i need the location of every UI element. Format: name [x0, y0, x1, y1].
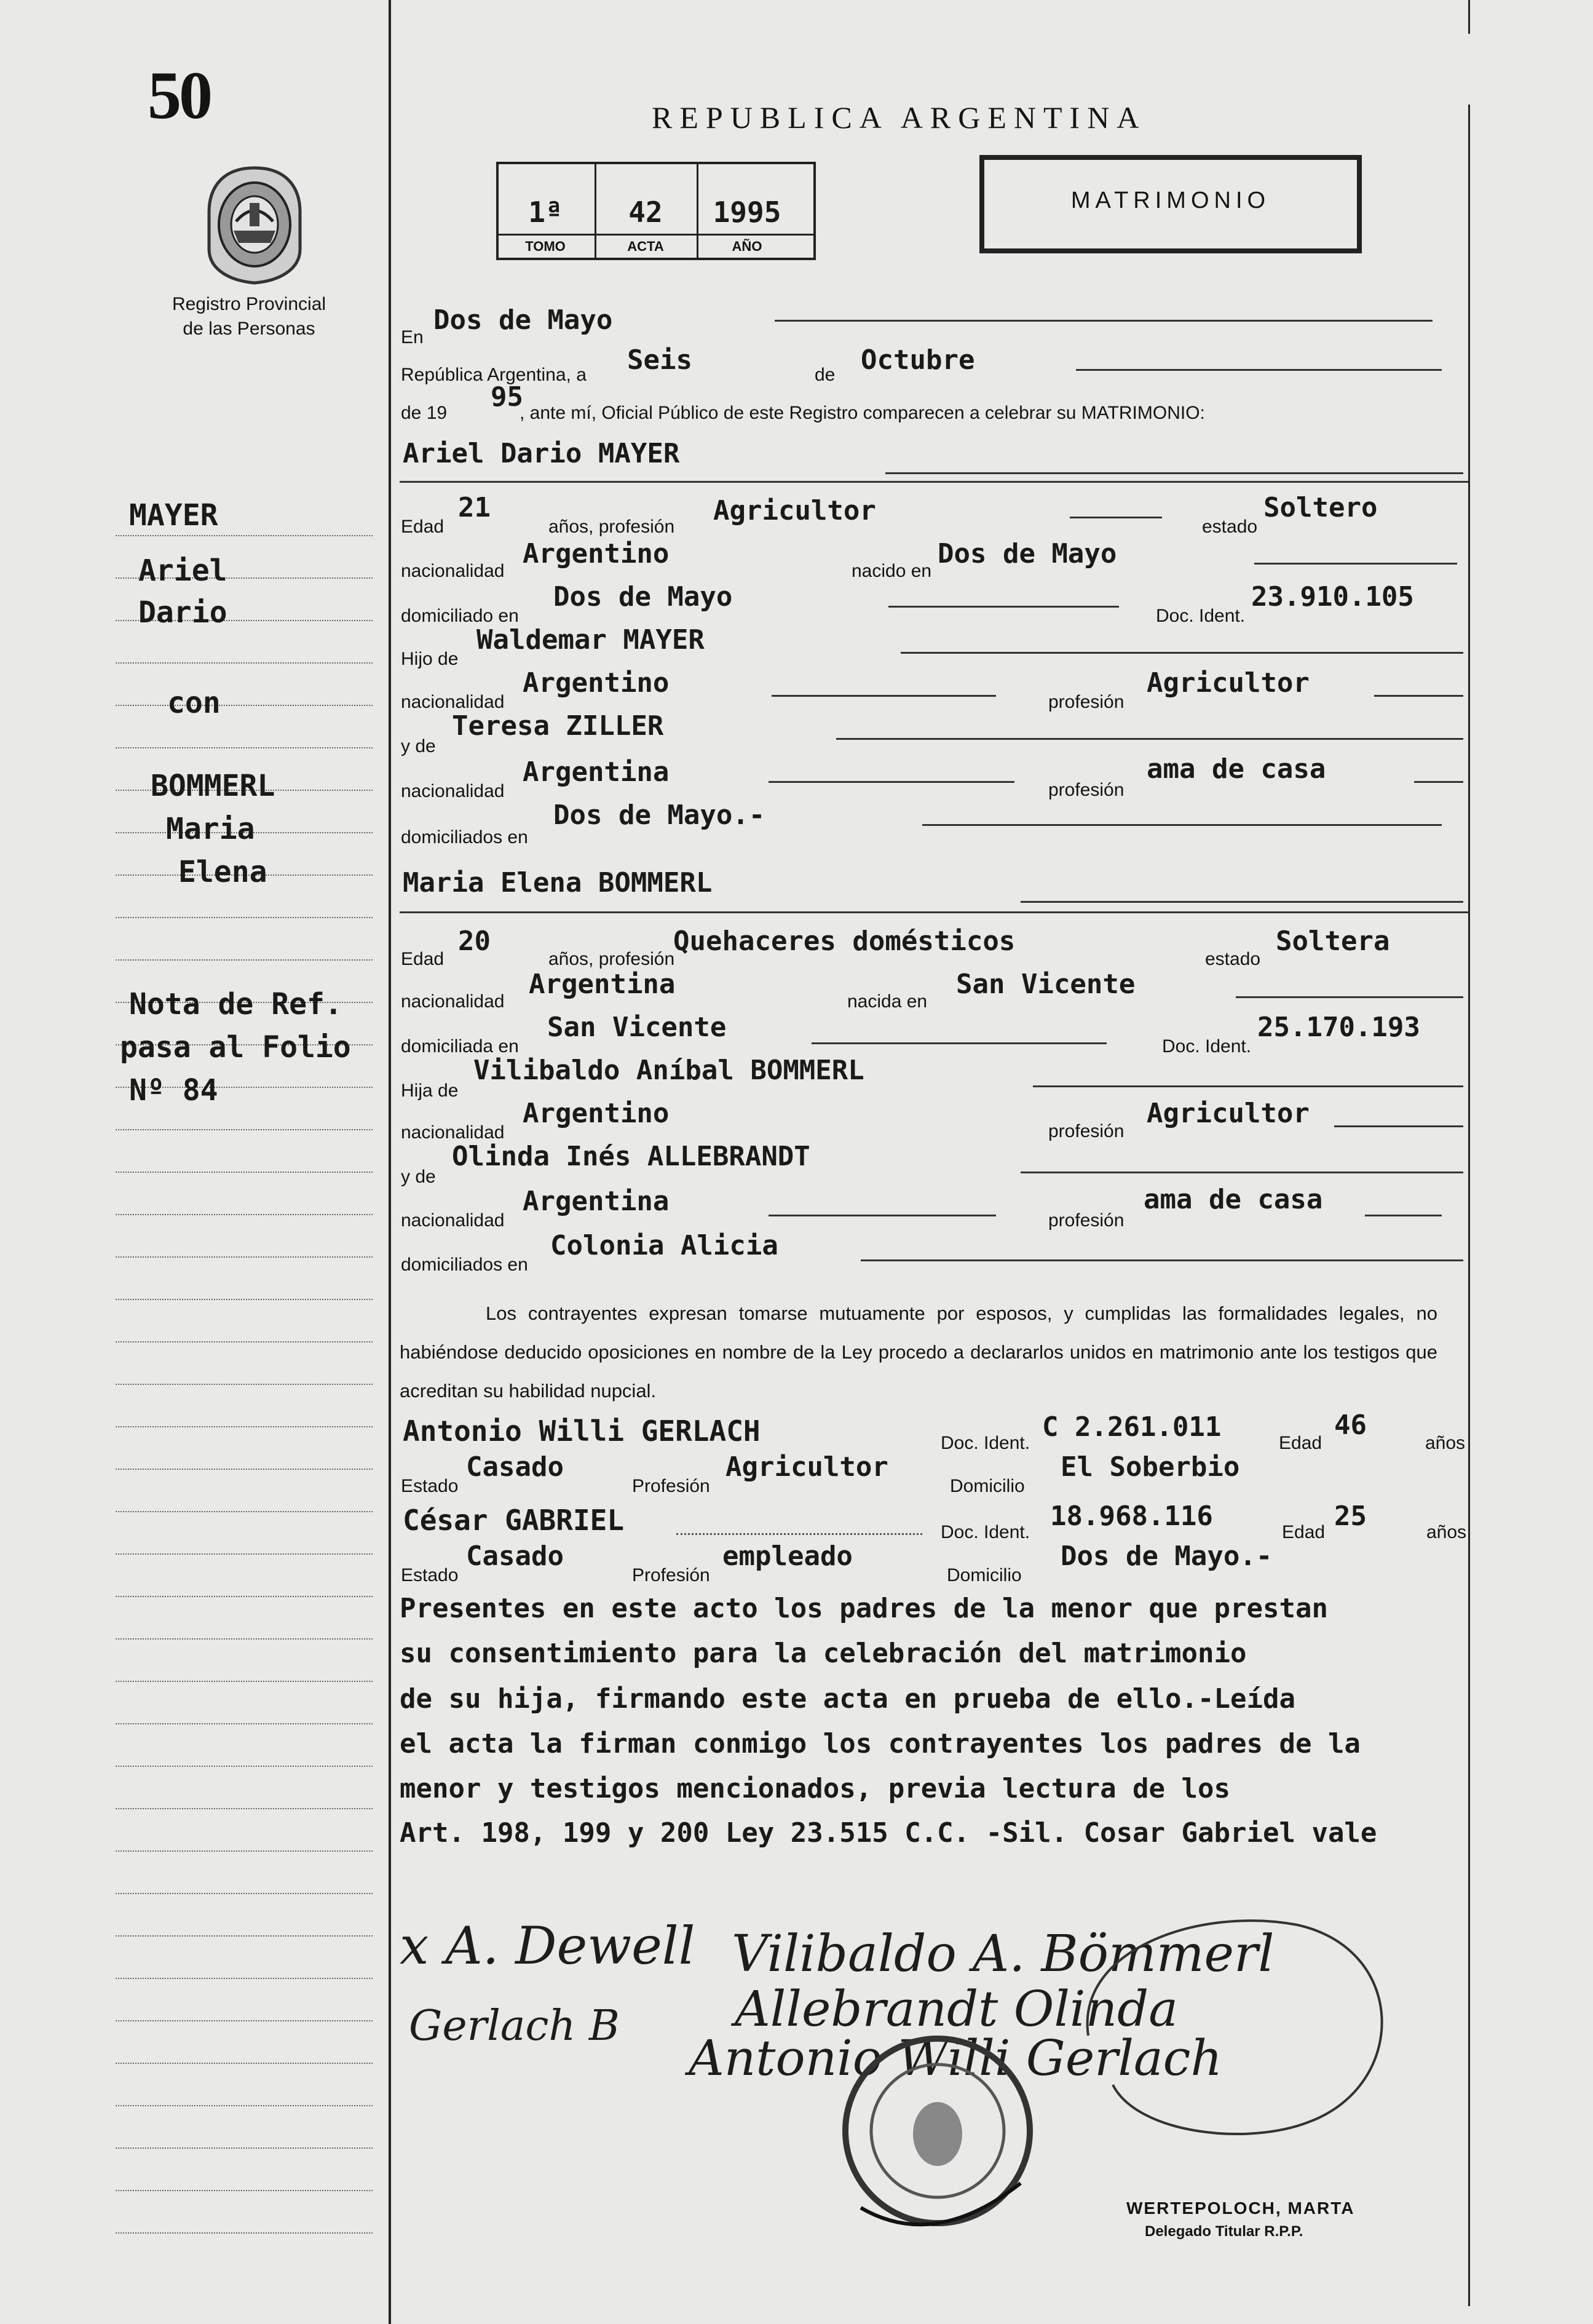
fill-line [1414, 781, 1463, 783]
acta-tomo: 1ª [528, 196, 563, 229]
margin-line [116, 2105, 373, 2106]
margin-line [116, 2232, 373, 2234]
witness1-name: Antonio Willi GERLACH [403, 1414, 761, 1448]
margin-note-2: pasa al Folio [120, 1030, 351, 1065]
margin-note-3: Nº 84 [129, 1073, 218, 1108]
fill-line [1021, 1172, 1463, 1173]
label-edad: Edad [401, 517, 445, 537]
label-en: En [401, 327, 424, 347]
label-domiciliados: domiciliados en [401, 1255, 528, 1275]
bride-estado: Soltera [1276, 926, 1390, 957]
label-profesion: Profesión [632, 1476, 710, 1496]
fill-line [1374, 695, 1463, 697]
margin-line [116, 535, 373, 536]
label-domiciliado: domiciliado en [401, 606, 519, 626]
label-republica: República Argentina, a [401, 365, 587, 385]
fill-line [901, 652, 1463, 654]
label-hija: Hija de [401, 1081, 459, 1101]
bride-father-profession: Agricultor [1147, 1098, 1310, 1129]
margin-first-groom: Ariel [138, 553, 227, 588]
groom-father-nationality: Argentino [523, 667, 670, 699]
label-nacionalidad: nacionalidad [401, 1210, 505, 1231]
witness2-domicile: Dos de Mayo.- [1061, 1541, 1273, 1572]
bride-mother-profession: ama de casa [1144, 1184, 1323, 1215]
signature-3: Vilibaldo A. Bömmerl [732, 1925, 1275, 1983]
label-estado: Estado [401, 1565, 459, 1585]
bride-mother: Olinda Inés ALLEBRANDT [452, 1141, 810, 1172]
observation-line: el acta la firman conmigo los contrayentes los padres de la [400, 1728, 1361, 1759]
label-doc: Doc. Ident. [941, 1433, 1030, 1453]
signature-4: Allebrandt Olinda [735, 1980, 1178, 2037]
bride-nationality: Argentina [529, 969, 676, 1000]
label-anos-profesion: años, profesión [548, 949, 675, 969]
label-hijo: Hijo de [401, 649, 459, 669]
witness2-estado: Casado [466, 1541, 564, 1572]
witness2-name: César GABRIEL [403, 1504, 625, 1537]
bride-mother-nationality: Argentina [523, 1186, 670, 1217]
bride-domicile: San Vicente [547, 1012, 727, 1043]
witness1-profession: Agricultor [725, 1451, 888, 1483]
signature-5: Antonio Willi Gerlach [689, 2029, 1223, 2087]
observation-line: su consentimiento para la celebración del matrimonio [400, 1638, 1247, 1669]
declaration-text: Los contrayentes expresan tomarse mutuamente por esposos, y cumplidas las formalidades legales, no habiéndose deducido oposiciones en nombre de la Ley procedo a declararlos unidos en matrimonio ante los testigos que acreditan su habilidad nupcial. [400, 1303, 1437, 1402]
margin-line [116, 1511, 373, 1512]
margin-surname-groom: MAYER [129, 498, 218, 533]
fill-line [1076, 369, 1442, 371]
margin-line [116, 1469, 373, 1470]
fill-line [812, 1042, 1107, 1044]
acta-year-label: AÑO [732, 239, 762, 254]
margin-line [116, 662, 373, 664]
margin-line [116, 2063, 373, 2064]
groom-domicile: Dos de Mayo [553, 581, 733, 613]
value-place: Dos de Mayo [433, 304, 613, 336]
acta-year: 1995 [713, 196, 781, 229]
fill-line [769, 781, 1014, 783]
groom-name: Ariel Dario MAYER [403, 438, 680, 469]
country-title: REPUBLICA ARGENTINA [652, 100, 1147, 135]
fill-line [922, 824, 1442, 826]
label-domicilio: Domicilio [950, 1476, 1025, 1496]
fill-line [1334, 1125, 1463, 1127]
doc-type-title: MATRIMONIO [1070, 188, 1271, 213]
observation-line: menor y testigos mencionados, previa lectura de los [400, 1773, 1231, 1804]
margin-second-bride: Elena [178, 855, 267, 889]
fill-line [1021, 901, 1463, 903]
label-profesion: profesión [1048, 1121, 1125, 1141]
margin-line [116, 1384, 373, 1385]
value-day: Seis [627, 344, 692, 376]
witness1-estado: Casado [466, 1451, 564, 1483]
groom-profession: Agricultor [713, 495, 876, 526]
label-doc: Doc. Ident. [1162, 1036, 1252, 1057]
acta-acta-label: ACTA [627, 239, 664, 254]
witness2-age: 25 [1334, 1501, 1367, 1532]
observation-line: de su hija, firmando este acta en prueba de ello.-Leída [400, 1683, 1295, 1715]
label-edad: Edad [1279, 1433, 1322, 1453]
bride-name: Maria Elena BOMMERL [403, 867, 713, 898]
observation-line: Presentes en este acto los padres de la menor que prestan [400, 1593, 1328, 1624]
fill-line [772, 695, 996, 697]
intro-text: , ante mí, Oficial Público de este Registro comparecen a celebrar su MATRIMONIO: [520, 403, 1205, 423]
groom-doc: 23.910.105 [1251, 581, 1414, 613]
witness1-age: 46 [1334, 1410, 1367, 1441]
label-anos: años [1426, 1522, 1467, 1542]
label-doc: Doc. Ident. [941, 1522, 1030, 1542]
margin-line [116, 2190, 373, 2191]
fill-line [1365, 1215, 1442, 1216]
fill-line [861, 1259, 1463, 1261]
fill-line [885, 472, 1463, 474]
right-edge-mark [1468, 0, 1470, 34]
label-year: de 19 [401, 403, 448, 423]
registry-label: Registro Provincial de las Personas [172, 294, 326, 339]
fill-line [836, 738, 1463, 740]
label-domiciliada: domiciliada en [401, 1036, 519, 1057]
bride-doc: 25.170.193 [1257, 1012, 1420, 1043]
groom-nationality: Argentino [523, 538, 670, 569]
label-nacida: nacida en [847, 991, 928, 1012]
witness2-doc: 18.968.116 [1050, 1501, 1213, 1532]
bride-father-nationality: Argentino [523, 1098, 670, 1129]
fill-line [1236, 996, 1463, 998]
groom-mother-nationality: Argentina [523, 756, 670, 788]
acta-label-rule [496, 234, 816, 236]
bride-father: Vilibaldo Aníbal BOMMERL [473, 1055, 864, 1086]
margin-line [116, 1214, 373, 1215]
groom-father: Waldemar MAYER [476, 624, 705, 656]
margin-line [116, 1129, 373, 1130]
label-de: de [815, 365, 836, 385]
value-month: Octubre [861, 344, 975, 376]
label-nacionalidad: nacionalidad [401, 1122, 505, 1143]
fill-line [1070, 517, 1162, 518]
fill-line [1254, 563, 1457, 565]
margin-line [116, 917, 373, 918]
witness1-domicile: El Soberbio [1061, 1451, 1240, 1483]
groom-estado: Soltero [1263, 492, 1378, 523]
groom-age: 21 [458, 492, 491, 523]
groom-born: Dos de Mayo [938, 538, 1117, 569]
margin-line [116, 1723, 373, 1724]
margin-line [116, 1893, 373, 1894]
margin-line [116, 1681, 373, 1682]
margin-line [116, 1341, 373, 1342]
fill-line [676, 1533, 922, 1535]
label-anos: años [1425, 1433, 1466, 1453]
label-nacionalidad: nacionalidad [401, 781, 505, 801]
bride-parents-domicile: Colonia Alicia [550, 1230, 778, 1261]
official-name: WERTEPOLOCH, MARTA [1126, 2199, 1355, 2218]
witness1-doc: C 2.261.011 [1042, 1411, 1222, 1443]
label-estado: estado [1205, 949, 1261, 969]
margin-line [116, 1978, 373, 1979]
folio-number: 50 [148, 58, 210, 133]
label-profesion: Profesión [632, 1565, 710, 1585]
margin-line [116, 1553, 373, 1555]
bride-age: 20 [458, 926, 491, 957]
label-domiciliados: domiciliados en [401, 827, 528, 847]
margin-line [116, 1299, 373, 1300]
left-margin-rule [389, 0, 391, 2324]
margin-line [116, 1766, 373, 1767]
acta-number: 42 [628, 196, 663, 229]
margin-con: con [167, 686, 221, 720]
margin-line [116, 2020, 373, 2021]
margin-line [116, 1935, 373, 1937]
margin-line [116, 705, 373, 706]
label-nacionalidad: nacionalidad [401, 692, 505, 712]
label-nacionalidad: nacionalidad [401, 561, 505, 581]
fill-line [400, 481, 1468, 483]
official-stamp-icon [836, 2029, 1039, 2235]
label-nacionalidad: nacionalidad [401, 991, 505, 1012]
margin-line [116, 2148, 373, 2149]
fill-line [888, 606, 1119, 608]
label-yde: y de [401, 1167, 436, 1187]
label-anos-profesion: años, profesión [548, 517, 675, 537]
fill-line [775, 320, 1433, 322]
acta-tomo-label: TOMO [525, 239, 566, 254]
margin-line [116, 959, 373, 961]
signature-1: x A. Dewell [400, 1916, 695, 1976]
label-domicilio: Domicilio [947, 1565, 1022, 1585]
signature-2: Gerlach B [409, 2002, 620, 2050]
label-yde: y de [401, 736, 436, 756]
label-nacido: nacido en [852, 561, 932, 581]
label-edad: Edad [1282, 1522, 1326, 1542]
groom-parents-domicile: Dos de Mayo.- [553, 799, 765, 831]
label-doc: Doc. Ident. [1156, 606, 1246, 626]
pen-loop-mark [1064, 1900, 1420, 2162]
observation-line: Art. 198, 199 y 200 Ley 23.515 C.C. -Sil. Cosar Gabriel vale [400, 1817, 1377, 1849]
label-profesion: profesión [1048, 692, 1125, 712]
groom-mother-profession: ama de casa [1147, 753, 1326, 785]
official-title: Delegado Titular R.P.P. [1145, 2223, 1303, 2240]
bride-profession: Quehaceres domésticos [673, 926, 1016, 957]
right-margin-rule [1468, 105, 1470, 2306]
margin-second-groom: Dario [138, 595, 227, 630]
margin-note-1: Nota de Ref. [129, 987, 342, 1021]
margin-line [116, 1426, 373, 1427]
label-estado: estado [1202, 517, 1258, 537]
fill-line [769, 1215, 996, 1216]
margin-line [116, 1850, 373, 1852]
label-profesion: profesión [1048, 780, 1125, 800]
margin-first-bride: Maria [166, 812, 255, 846]
value-year: 95 [491, 381, 523, 413]
fill-line [1033, 1085, 1463, 1087]
margin-line [116, 1172, 373, 1173]
margin-line [116, 747, 373, 748]
bride-born: San Vicente [956, 969, 1136, 1000]
margin-surname-bride: BOMMERL [151, 769, 275, 803]
groom-father-profession: Agricultor [1147, 667, 1310, 699]
provincial-seal-icon [198, 163, 312, 286]
fill-line [400, 911, 1468, 913]
label-edad: Edad [401, 949, 445, 969]
groom-mother: Teresa ZILLER [452, 710, 664, 742]
label-estado: Estado [401, 1476, 459, 1496]
margin-line [116, 1638, 373, 1640]
label-profesion: profesión [1048, 1210, 1125, 1231]
margin-line [116, 1808, 373, 1809]
margin-line [116, 1596, 373, 1597]
margin-line [116, 1256, 373, 1258]
witness2-profession: empleado [722, 1541, 853, 1572]
